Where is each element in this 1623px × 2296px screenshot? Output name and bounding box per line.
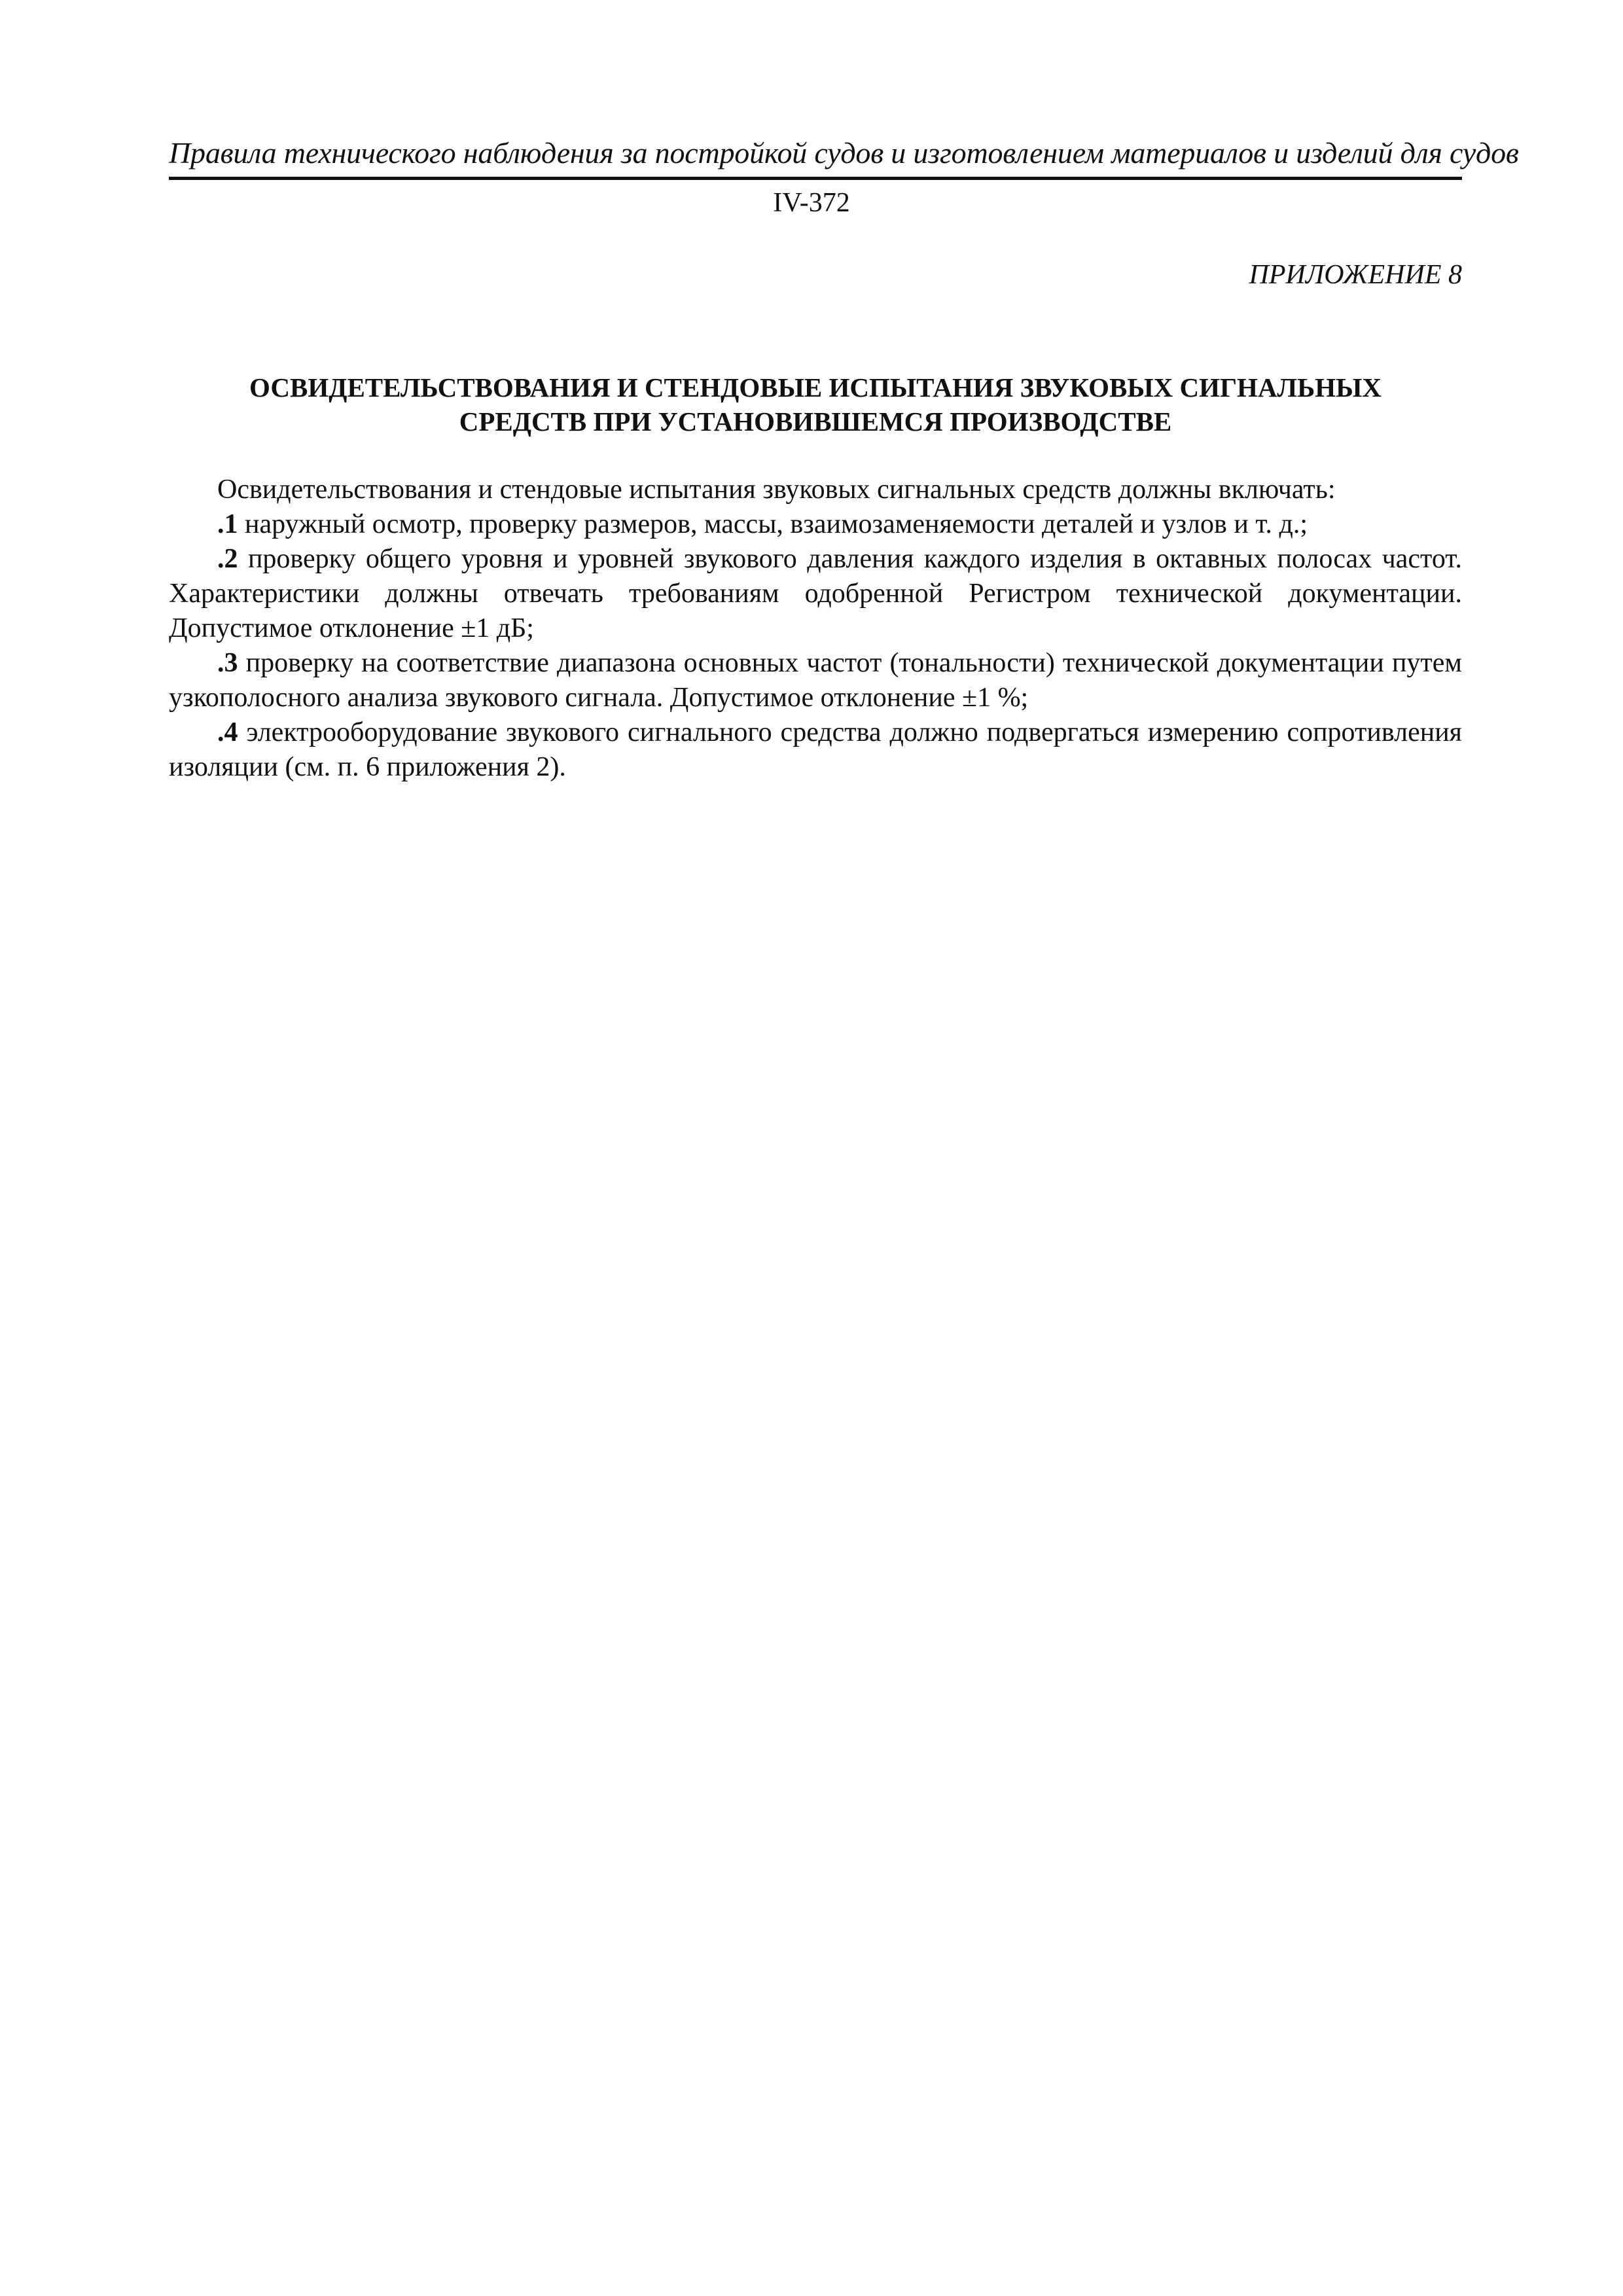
item-text: наружный осмотр, проверку размеров, массы, взаимозаменяемости деталей и узлов и т. д.; — [238, 509, 1308, 539]
intro-paragraph: Освидетельствования и стендовые испытания звуковых сигнальных средств должны включать: — [217, 475, 1336, 505]
running-header: Правила технического наблюдения за постройкой судов и изготовлением материалов и изделий для судов — [169, 136, 1519, 170]
item-text: проверку общего уровня и уровней звукового давления каждого изделия в октавных полосах частот. Характеристики должны отвечать требованиям одобренной Регистром технической документации. Допустимое отклонение ±1 дБ; — [169, 544, 1462, 643]
header-rule — [169, 177, 1462, 180]
item-number: .3 — [217, 648, 238, 678]
item-text: электрооборудование звукового сигнального средства должно подвергаться измерению сопротивления изоляции (см. п. 6 приложения 2). — [169, 717, 1462, 782]
body-text — [169, 473, 1462, 785]
list-item-2 — [169, 542, 1462, 646]
section-title-line-2: СРЕДСТВ ПРИ УСТАНОВИВШЕМСЯ ПРОИЗВОДСТВЕ — [459, 406, 1172, 437]
item-number: .4 — [217, 717, 238, 747]
appendix-label: ПРИЛОЖЕНИЕ 8 — [1249, 260, 1462, 290]
list-item-4 — [169, 715, 1462, 785]
section-title — [169, 370, 1462, 439]
list-item-1 — [169, 507, 1462, 542]
item-text: проверку на соответствие диапазона основных частот (тональности) технической документации путем узкополосного анализа звукового сигнала. Допустимое отклонение ±1 %; — [169, 648, 1462, 713]
section-title-line-1: ОСВИДЕТЕЛЬСТВОВАНИЯ И СТЕНДОВЫЕ ИСПЫТАНИЯ ЗВУКОВЫХ СИГНАЛЬНЫХ — [249, 372, 1382, 403]
list-item-3 — [169, 646, 1462, 715]
item-number: .2 — [217, 544, 238, 574]
item-number: .1 — [217, 509, 238, 539]
page-number: IV-372 — [773, 188, 850, 218]
